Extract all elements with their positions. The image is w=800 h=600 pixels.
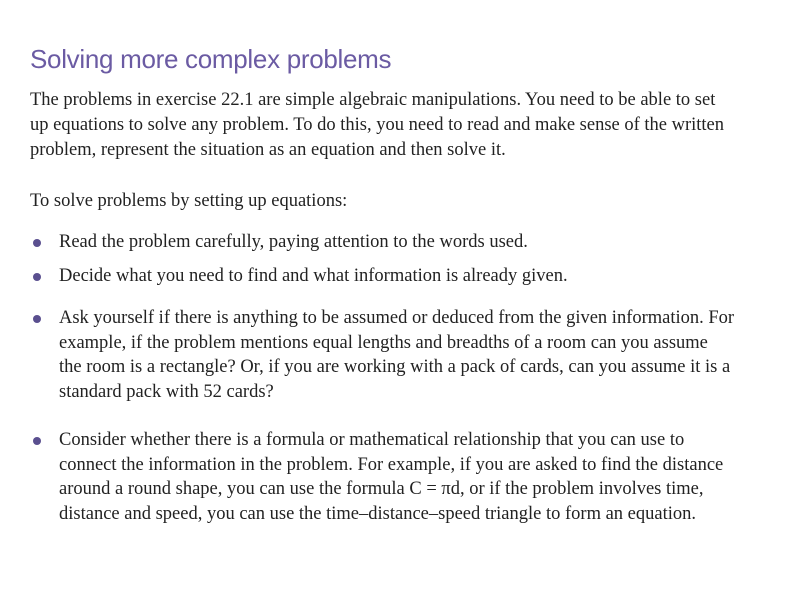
bullet-line: Read the problem carefully, paying attention to the words used. — [59, 232, 528, 252]
bullet-line: Decide what you need to find and what information is already given. — [59, 266, 568, 286]
bullet-item — [30, 264, 568, 289]
bullet-item — [30, 230, 528, 255]
section-title: Solving more complex problems — [30, 44, 392, 74]
intro-line: up equations to solve any problem. To do this, you need to read and make sense of the written — [30, 115, 725, 135]
bullet-line: distance and speed, you can use the time–distance–speed triangle to form an equation. — [59, 504, 697, 525]
bullet-line: connect the information in the problem. For example, if you are asked to find the distance — [59, 454, 724, 475]
lead-text — [30, 189, 347, 214]
bullet-line: standard pack with 52 cards? — [59, 382, 274, 403]
bullet-item — [30, 306, 734, 405]
bullet-line: the room is a rectangle? Or, if you are working with a pack of cards, can you assume it is a — [59, 357, 731, 378]
bullet-dot-icon — [33, 239, 41, 247]
bullet-dot-icon — [33, 437, 41, 445]
lead-line: To solve problems by setting up equations: — [30, 191, 348, 211]
intro-paragraph — [30, 88, 724, 163]
bullet-line: Consider whether there is a formula or mathematical relationship that you can use to — [59, 430, 685, 450]
intro-line: The problems in exercise 22.1 are simple algebraic manipulations. You need to be able to set — [30, 90, 716, 110]
bullet-line: Ask yourself if there is anything to be assumed or deduced from the given information. For — [59, 308, 735, 328]
intro-line: problem, represent the situation as an equation and then solve it. — [30, 140, 506, 160]
bullet-line: around a round shape, you can use the formula C = πd, or if the problem involves time, — [59, 479, 704, 500]
bullet-item — [30, 428, 723, 527]
bullet-dot-icon — [33, 273, 41, 281]
bullet-line: example, if the problem mentions equal lengths and breadths of a room can you assume — [59, 332, 708, 353]
bullet-dot-icon — [33, 315, 41, 323]
